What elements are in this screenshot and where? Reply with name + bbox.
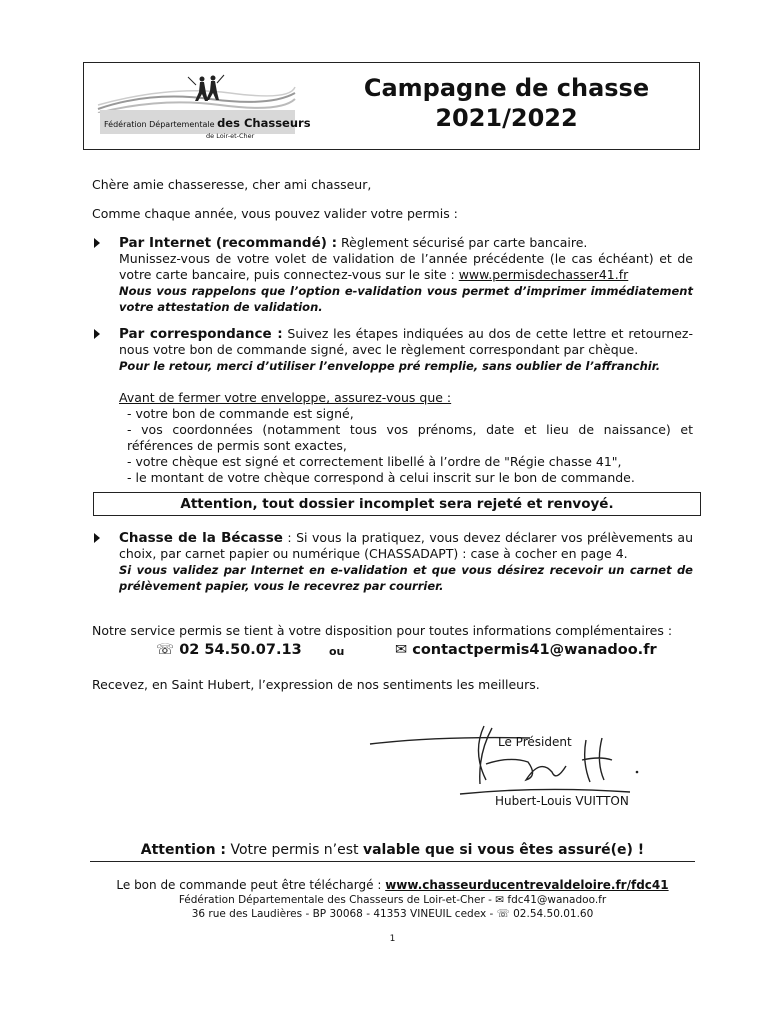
page-title — [324, 73, 689, 133]
correspondance-text: Suivez les étapes indiquées au dos de cette lettre et retournez-nous votre bon de commande signé, avec le règlement correspondant par chèque. — [119, 326, 693, 357]
federation-logo — [90, 69, 311, 145]
bullet-icon — [94, 533, 100, 543]
mail-icon: ✉ — [395, 642, 408, 658]
internet-note: Nous vous rappelons que l’option e-validation vous permet d’imprimer immédiatement votre attestation de validation. — [119, 284, 693, 314]
title-line1: Campagne de chasse — [363, 74, 650, 102]
greeting: Chère amie chasseresse, cher ami chasseur, — [92, 177, 372, 192]
footer-download-text: Le bon de commande peut être téléchargé : — [116, 878, 382, 892]
title-line2: 2021/2022 — [435, 104, 578, 132]
page-number: 1 — [389, 934, 396, 944]
footer-line3: 36 rue des Laudières - BP 30068 - 41353 VINEUIL cedex - ☏ 02.54.50.01.60 — [191, 908, 594, 920]
attention-strong: valable que si vous êtes assuré(e) ! — [362, 842, 645, 858]
signature-scribble — [360, 722, 660, 802]
checklist-title: Avant de fermer votre enveloppe, assurez-vous que : — [119, 390, 452, 405]
contact-or: ou — [329, 645, 345, 658]
becasse-lead: Chasse de la Bécasse — [119, 530, 283, 546]
becasse-section — [119, 530, 693, 594]
signature-role: Le Président — [498, 735, 572, 749]
checklist — [119, 390, 693, 486]
incomplete-warning: Attention, tout dossier incomplet sera rejeté et renvoyé. — [93, 492, 701, 516]
bullet-icon — [94, 238, 100, 248]
correspondance-section — [119, 326, 693, 374]
correspondance-note: Pour le retour, merci d’utiliser l’enveloppe pré remplie, sans oublier de l’affranchir. — [119, 359, 661, 373]
phone-contact — [156, 642, 302, 658]
footer-line1 — [90, 878, 695, 892]
bullet-icon — [94, 329, 100, 339]
logo-chasseurs: des Chasseurs — [217, 116, 311, 130]
header-box — [83, 62, 700, 150]
intro: Comme chaque année, vous pouvez valider votre permis : — [92, 206, 458, 221]
checklist-item: - votre chèque est signé et correctement libellé à l’ordre de "Régie chasse 41", — [127, 454, 622, 469]
checklist-item: - le montant de votre chèque correspond à celui inscrit sur le bon de commande. — [127, 470, 635, 485]
insurance-warning — [90, 842, 695, 858]
email-link[interactable]: contactpermis41@wanadoo.fr — [412, 642, 657, 658]
internet-text1: Règlement sécurisé par carte bancaire. — [341, 235, 588, 250]
internet-text2: Munissez-vous de votre volet de validation de l’année précédente (le cas échéant) et de votre carte bancaire, puis connectez-vous sur le site : — [119, 251, 693, 282]
becasse-note: Si vous validez par Internet en e-validation et que vous désirez recevoir un carnet de prélèvement papier, vous le recevrez par courrier. — [119, 563, 693, 593]
hunters-logo-icon — [90, 69, 300, 113]
divider — [90, 861, 695, 862]
correspondance-lead: Par correspondance : — [119, 326, 283, 342]
internet-lead: Par Internet (recommandé) : — [119, 235, 338, 251]
attention-lead: Attention : — [140, 842, 227, 858]
internet-section — [119, 235, 693, 315]
becasse-text: : Si vous la pratiquez, vous devez déclarer vos prélèvements au choix, par carnet papier ou numérique (CHASSADAPT) : case à cocher en page 4. — [119, 530, 694, 561]
checklist-item: - votre bon de commande est signé, — [127, 406, 354, 421]
service-text: Notre service permis se tient à votre disposition pour toutes informations complémentaires : — [92, 623, 673, 638]
attention-text: Votre permis n’est — [230, 842, 359, 858]
footer-link[interactable]: www.chasseurducentrevaldeloire.fr/fdc41 — [385, 878, 669, 892]
phone-icon: ☏ — [156, 642, 175, 658]
footer-line2: Fédération Départementale des Chasseurs de Loir-et-Cher - ✉ fdc41@wanadoo.fr — [178, 894, 607, 906]
logo-department: de Loir-et-Cher — [206, 132, 255, 140]
phone-number: 02 54.50.07.13 — [179, 642, 302, 658]
checklist-item: - vos coordonnées (notamment tous vos prénoms, date et lieu de naissance) et références de permis sont exactes, — [127, 422, 693, 453]
logo-federation: Fédération Départementale — [104, 120, 215, 129]
signature-name: Hubert-Louis VUITTON — [495, 794, 629, 808]
permis-link[interactable]: www.permisdechasser41.fr — [458, 267, 629, 282]
email-contact — [395, 642, 657, 658]
logo-text — [104, 116, 311, 130]
closing: Recevez, en Saint Hubert, l’expression de nos sentiments les meilleurs. — [92, 677, 540, 692]
